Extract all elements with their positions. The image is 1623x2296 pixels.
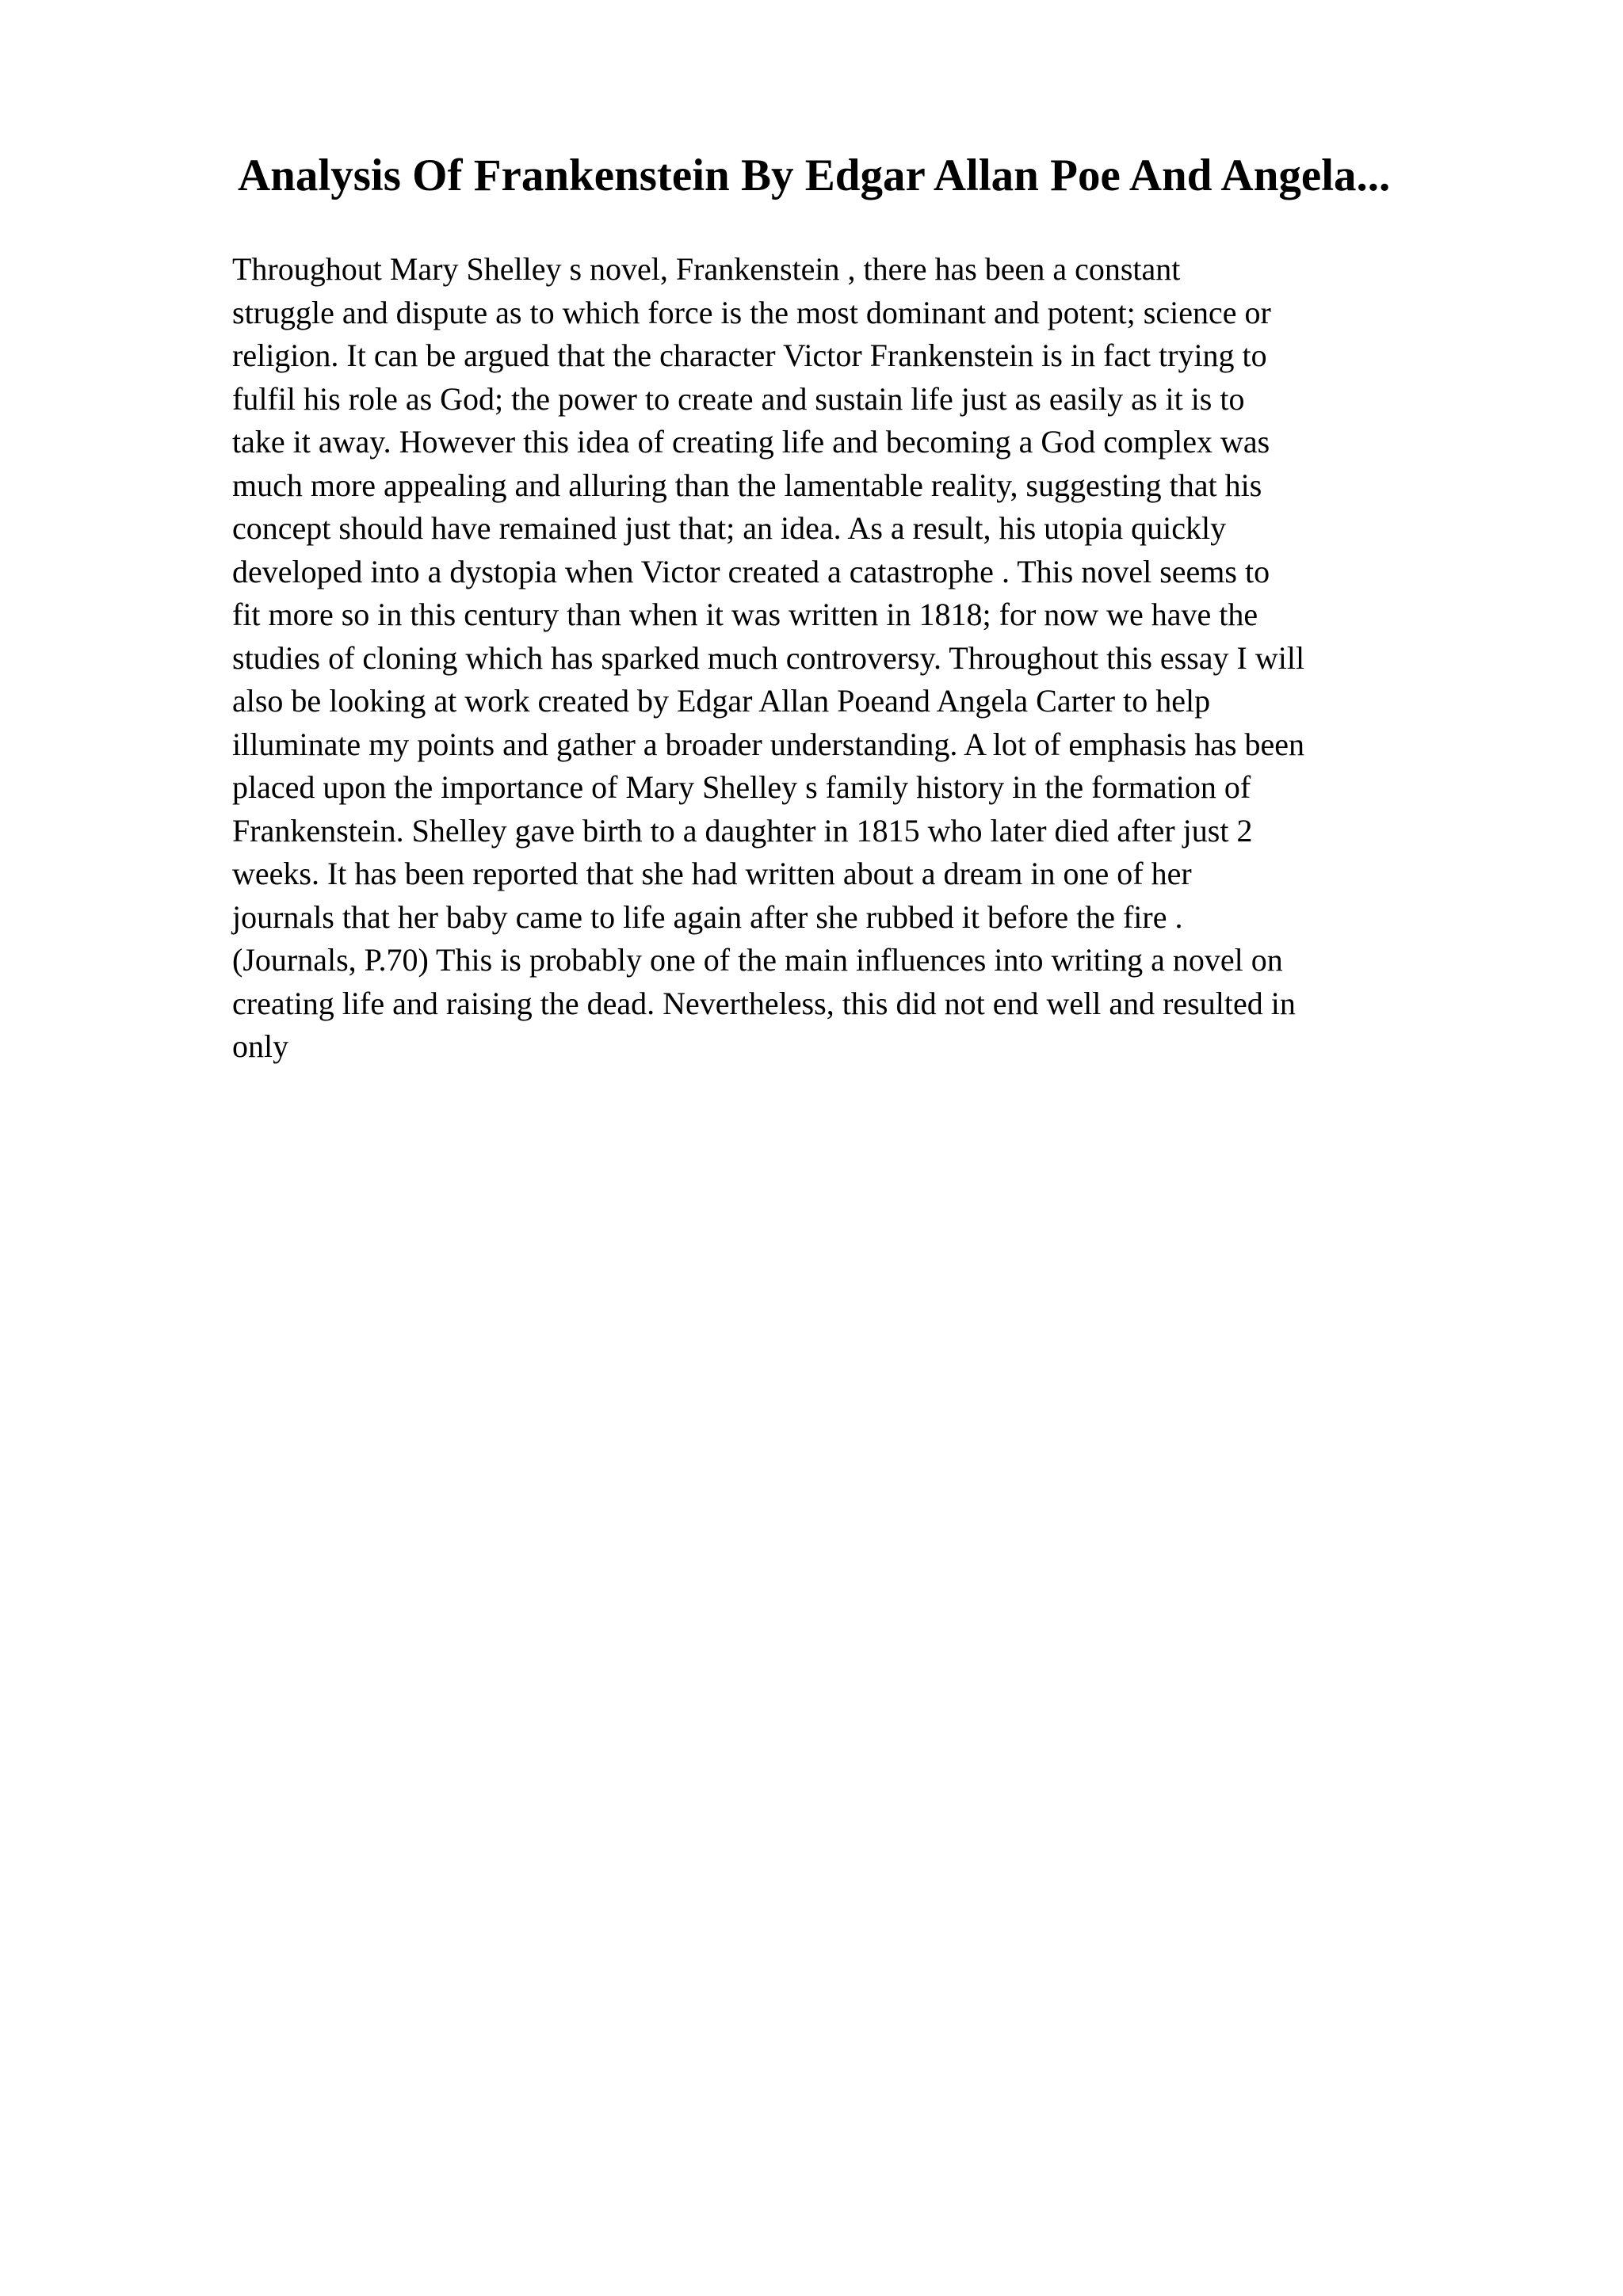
body-line: creating life and raising the dead. Nevertheless, this did not end well and resulted in xyxy=(232,985,1296,1021)
body-line: studies of cloning which has sparked much controversy. Throughout this essay I will xyxy=(232,639,1305,676)
body-line: developed into a dystopia when Victor created a catastrophe . This novel seems to xyxy=(232,553,1270,589)
body-line: journals that her baby came to life again after she rubbed it before the fire . xyxy=(232,898,1183,935)
body-line: struggle and dispute as to which force is the most dominant and potent; science or xyxy=(232,294,1271,330)
body-line: weeks. It has been reported that she had written about a dream in one of her xyxy=(232,856,1192,891)
body-line: only xyxy=(232,1028,289,1064)
body-line: illuminate my points and gather a broader understanding. A lot of emphasis has been xyxy=(232,726,1305,762)
body-line: much more appealing and alluring than the lamentable reality, suggesting that his xyxy=(232,467,1262,503)
document-body xyxy=(232,248,1516,1069)
body-line: fulfil his role as God; the power to create and sustain life just as easily as it is to xyxy=(232,380,1245,417)
body-line: Throughout Mary Shelley s novel, Frankenstein , there has been a constant xyxy=(232,251,1181,287)
body-line: take it away. However this idea of creating life and becoming a God complex was xyxy=(232,424,1270,460)
body-line: religion. It can be argued that the character Victor Frankenstein is in fact trying to xyxy=(232,338,1267,373)
body-line: Frankenstein. Shelley gave birth to a daughter in 1815 who later died after just 2 xyxy=(232,812,1253,849)
body-line: concept should have remained just that; an idea. As a result, his utopia quickly xyxy=(232,510,1227,546)
body-line: placed upon the importance of Mary Shelley s family history in the formation of xyxy=(232,769,1251,805)
body-line: (Journals, P.70) This is probably one of the main influences into writing a novel on xyxy=(232,942,1283,978)
document-title: Analysis Of Frankenstein By Edgar Allan Poe And Angela... xyxy=(238,151,1391,200)
body-line: fit more so in this century than when it was written in 1818; for now we have the xyxy=(232,597,1258,632)
body-line: also be looking at work created by Edgar Allan Poeand Angela Carter to help xyxy=(232,683,1211,719)
